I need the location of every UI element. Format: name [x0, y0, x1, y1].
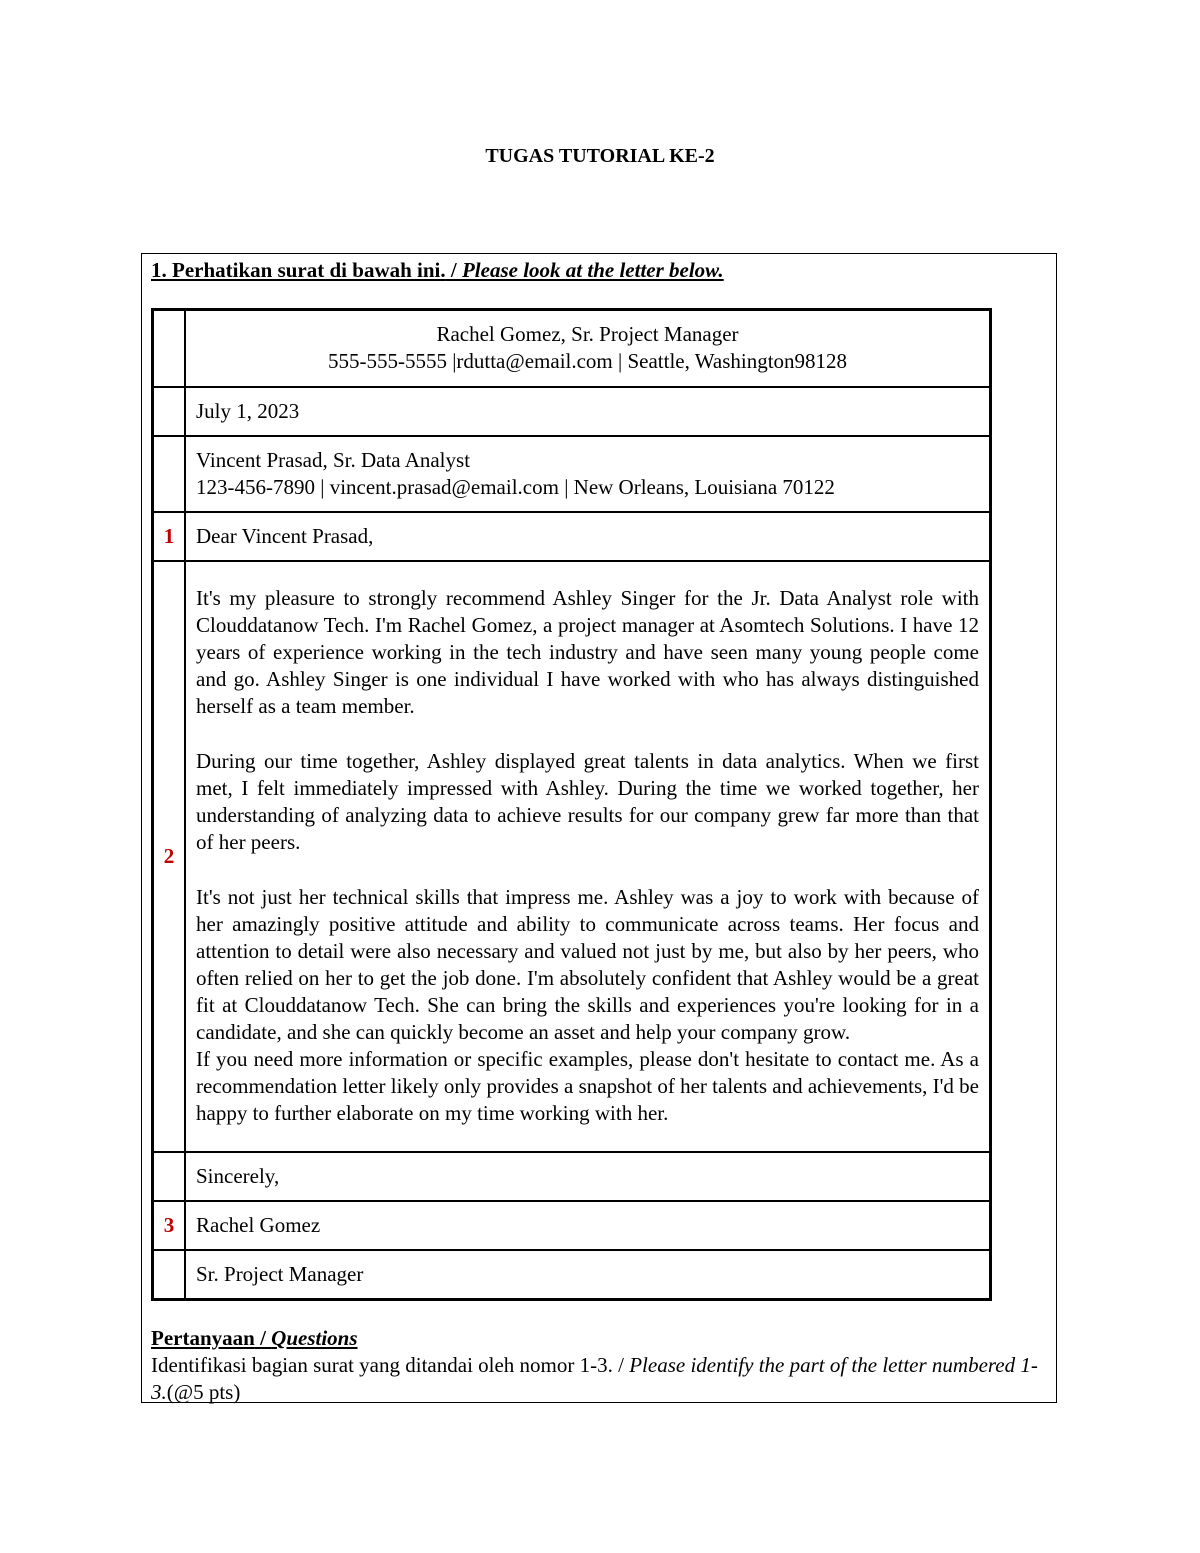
- letter-row-recipient: [153, 436, 991, 512]
- letter-closing: Sincerely,: [185, 1152, 991, 1201]
- questions-heading-separator: /: [254, 1326, 272, 1350]
- letter-table: [151, 308, 992, 1301]
- question-1-separator: /: [445, 258, 462, 282]
- marker-cell-empty: [153, 1250, 186, 1300]
- questions-text-separator: /: [612, 1353, 630, 1377]
- body-paragraph-2: During our time together, Ashley displayed great talents in data analytics. When we first met, I felt immediately impressed with Ashley. During the time we worked together, her understanding of analyzing data to achieve results for our company grew far more than that of her peers.: [196, 749, 979, 854]
- marker-1: 1: [153, 512, 186, 561]
- letter-header-cell: [185, 310, 991, 387]
- page-title: TUGAS TUTORIAL KE-2: [485, 145, 715, 167]
- marker-cell-empty: [153, 310, 186, 387]
- body-paragraph-1: It's my pleasure to strongly recommend Ashley Singer for the Jr. Data Analyst role with Clouddatanow Tech. I'm Rachel Gomez, a project manager at Asomtech Solutions. I have 12 years of experience working in the tech industry and have seen many young people come and go. Ashley Singer is one individual I have worked with who has always distinguished herself as a team member.: [196, 586, 979, 718]
- signature-title: Sr. Project Manager: [185, 1250, 991, 1300]
- marker-3: 3: [153, 1201, 186, 1250]
- question-1-heading: [151, 257, 724, 283]
- letter-row-salutation: [153, 512, 991, 561]
- letter-row-closing: [153, 1152, 991, 1201]
- question-1-label-en: Please look at the letter below.: [461, 258, 724, 282]
- letter-row-signature: [153, 1201, 991, 1250]
- body-paragraph-3: It's not just her technical skills that impress me. Ashley was a joy to work with because of her amazingly positive attitude and ability to communicate across teams. Her focus and attention to detail were also necessary and valued not just by me, but also by her peers, who often relied on her to get the job done. I'm absolutely confident that Ashley would be a great fit at Clouddatanow Tech. She can bring the skills and experiences you're looking for in a candidate, and she can quickly become an asset and help your company grow.: [196, 885, 979, 1044]
- recipient-name: Vincent Prasad, Sr. Data Analyst: [196, 447, 471, 472]
- letter-body-cell: [185, 561, 991, 1152]
- questions-text-en: Please identify the part of the letter numbered 1-3.: [151, 1353, 1038, 1404]
- signature-name: Rachel Gomez: [185, 1201, 991, 1250]
- letter-row-header: [153, 310, 991, 387]
- marker-2: 2: [153, 561, 186, 1152]
- letter-row-body: [153, 561, 991, 1152]
- sender-contact: 555-555-5555 |rdutta@email.com | Seattle, Washington98128: [327, 349, 848, 374]
- questions-section: [151, 1325, 1041, 1406]
- questions-heading: [151, 1325, 1041, 1352]
- sender-name: Rachel Gomez, Sr. Project Manager: [436, 322, 739, 347]
- marker-cell-empty: [153, 436, 186, 512]
- marker-cell-empty: [153, 387, 186, 436]
- questions-text: [151, 1352, 1041, 1406]
- question-1-label-id: 1. Perhatikan surat di bawah ini.: [151, 258, 446, 282]
- questions-heading-en: Questions: [271, 1326, 358, 1350]
- letter-row-title: [153, 1250, 991, 1300]
- body-paragraph-4: If you need more information or specific examples, please don't hesitate to contact me. As a recommendation letter likely only provides a snapshot of her talents and achievements, I'd be happy to further elaborate on my time working with her.: [196, 1047, 979, 1125]
- marker-cell-empty: [153, 1152, 186, 1201]
- questions-points: (@5 pts): [166, 1380, 241, 1404]
- letter-salutation: Dear Vincent Prasad,: [185, 512, 991, 561]
- recipient-cell: [185, 436, 991, 512]
- questions-text-id: Identifikasi bagian surat yang ditandai oleh nomor 1-3.: [151, 1353, 613, 1377]
- recipient-contact: 123-456-7890 | vincent.prasad@email.com | New Orleans, Louisiana 70122: [196, 474, 835, 499]
- letter-date: July 1, 2023: [185, 387, 991, 436]
- questions-heading-id: Pertanyaan: [151, 1326, 255, 1350]
- letter-row-date: [153, 387, 991, 436]
